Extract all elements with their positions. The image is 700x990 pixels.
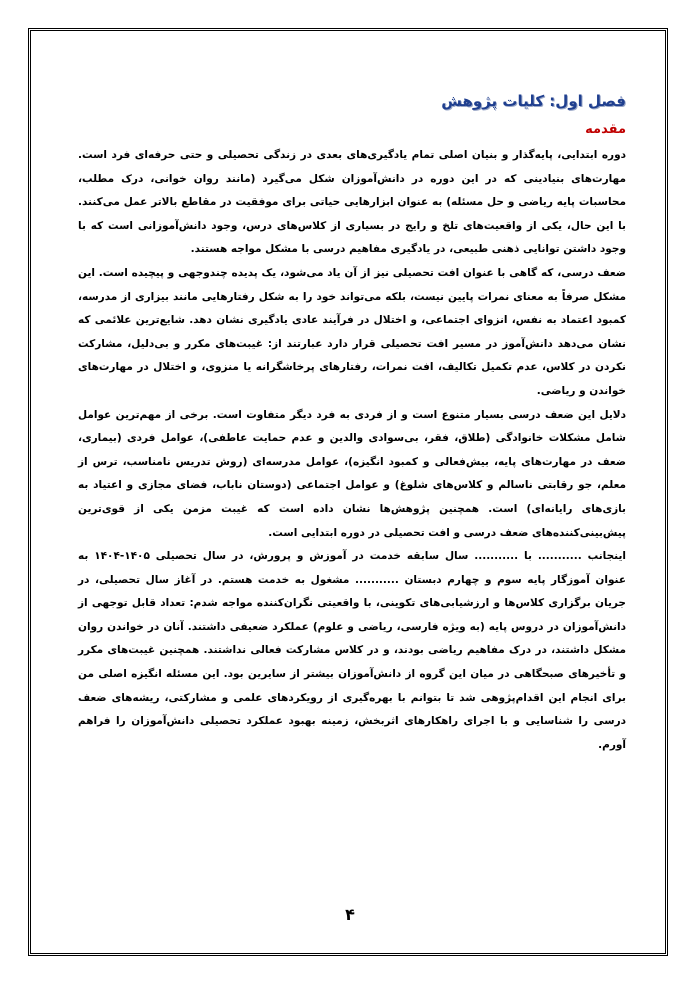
section-title: مقدمه <box>585 122 626 137</box>
paragraph-2: ضعف درسی، که گاهی با عنوان افت تحصیلی نیز از آن یاد می‌شود، یک پدیده چندوجهی و پیچیده است. این مشکل صرفاً به معنای نمرات پایین نیست، بلکه می‌تواند خود را به شکل رفتارهایی مانند بیزاری از مدرسه، کمبود اعتماد به نفس، انزوای اجتماعی، و اختلال در فرآیند عادی یادگیری نشان دهد. شایع‌ترین علائمی که نشان می‌دهد دانش‌آموز در مسیر افت تحصیلی قرار دارد عبارتند از: غیبت‌های مکرر و بی‌دلیل، مشارکت نکردن در کلاس، عدم تکمیل تکالیف، افت نمرات، رفتارهای پرخاشگرانه یا منزوی، و اختلال در مهارت‌های خواندن و ریاضی. <box>78 266 626 397</box>
paragraph-3: دلایل این ضعف درسی بسیار متنوع است و از فردی به فرد دیگر متفاوت است. برخی از مهم‌ترین عوامل شامل مشکلات خانوادگی (طلاق، فقر، بی‌سوادی والدین و عدم حمایت عاطفی)، عوامل فردی (بیماری، ضعف در مهارت‌های پایه، بیش‌فعالی و کمبود انگیزه)، عوامل مدرسه‌ای (روش تدریس نامناسب، ترس از معلم، جو رقابتی ناسالم و کلاس‌های شلوغ) و عوامل اجتماعی (دوستان ناباب، فضای مجازی و اعتیاد به بازی‌های رایانه‌ای) است. همچنین پژوهش‌ها نشان داده است که غیبت مزمن یکی از قوی‌ترین پیش‌بینی‌کننده‌های ضعف درسی و افت تحصیلی در دوره ابتدایی است. <box>78 408 626 539</box>
chapter-title: فصل اول: کلیات پژوهش <box>441 92 626 110</box>
paragraph-1: دوره ابتدایی، پایه‌گذار و بنیان اصلی تمام یادگیری‌های بعدی در زندگی تحصیلی و حتی حرفه‌ای فرد است. مهارت‌های بنیادینی که در این دوره در دانش‌آموزان شکل می‌گیرد (مانند روان خوانی، درک مطلب، محاسبات پایه ریاضی و حل مسئله) به عنوان ابزارهایی حیاتی برای موفقیت در مقاطع بالاتر عمل می‌کنند. با این حال، یکی از واقعیت‌های تلخ و رایج در بسیاری از کلاس‌های درس، وجود دانش‌آموزانی است که با وجود داشتن توانایی ذهنی طبیعی، در یادگیری مفاهیم درسی با مشکل مواجه هستند. <box>78 149 626 256</box>
document-body <box>78 90 626 757</box>
page-number: ۴ <box>345 905 355 924</box>
paragraph-4: اینجانب ........... با ........... سال سابقه خدمت در آموزش و پرورش، در سال تحصیلی ۱۴۰۵-۱۴۰۴ به عنوان آموزگار پایه سوم و چهارم دبستان ........... مشغول به خدمت هستم. در آغاز سال تحصیلی، در جریان برگزاری کلاس‌ها و ارزشیابی‌های تکوینی، با واقعیتی نگران‌کننده مواجه شدم: تعداد قابل توجهی از دانش‌آموزان در دروس پایه (به ویژه فارسی، ریاضی و علوم) عملکرد ضعیفی داشتند. آنان در خواندن روان مشکل داشتند، در درک مفاهیم ریاضی بودند، و در کلاس مشارکت فعالی نداشتند. همچنین غیبت‌های مکرر و تأخیرهای صبحگاهی در میان این گروه از دانش‌آموزان بیشتر از سایرین بود. این مسئله انگیزه اصلی من برای انجام این اقدام‌پژوهی شد تا بتوانم با بهره‌گیری از رویکردهای علمی و مشارکتی، ریشه‌های ضعف درسی را شناسایی و با اجرای راهکارهای اثربخش، زمینه بهبود عملکرد تحصیلی دانش‌آموزان را فراهم آورم. <box>78 550 626 751</box>
